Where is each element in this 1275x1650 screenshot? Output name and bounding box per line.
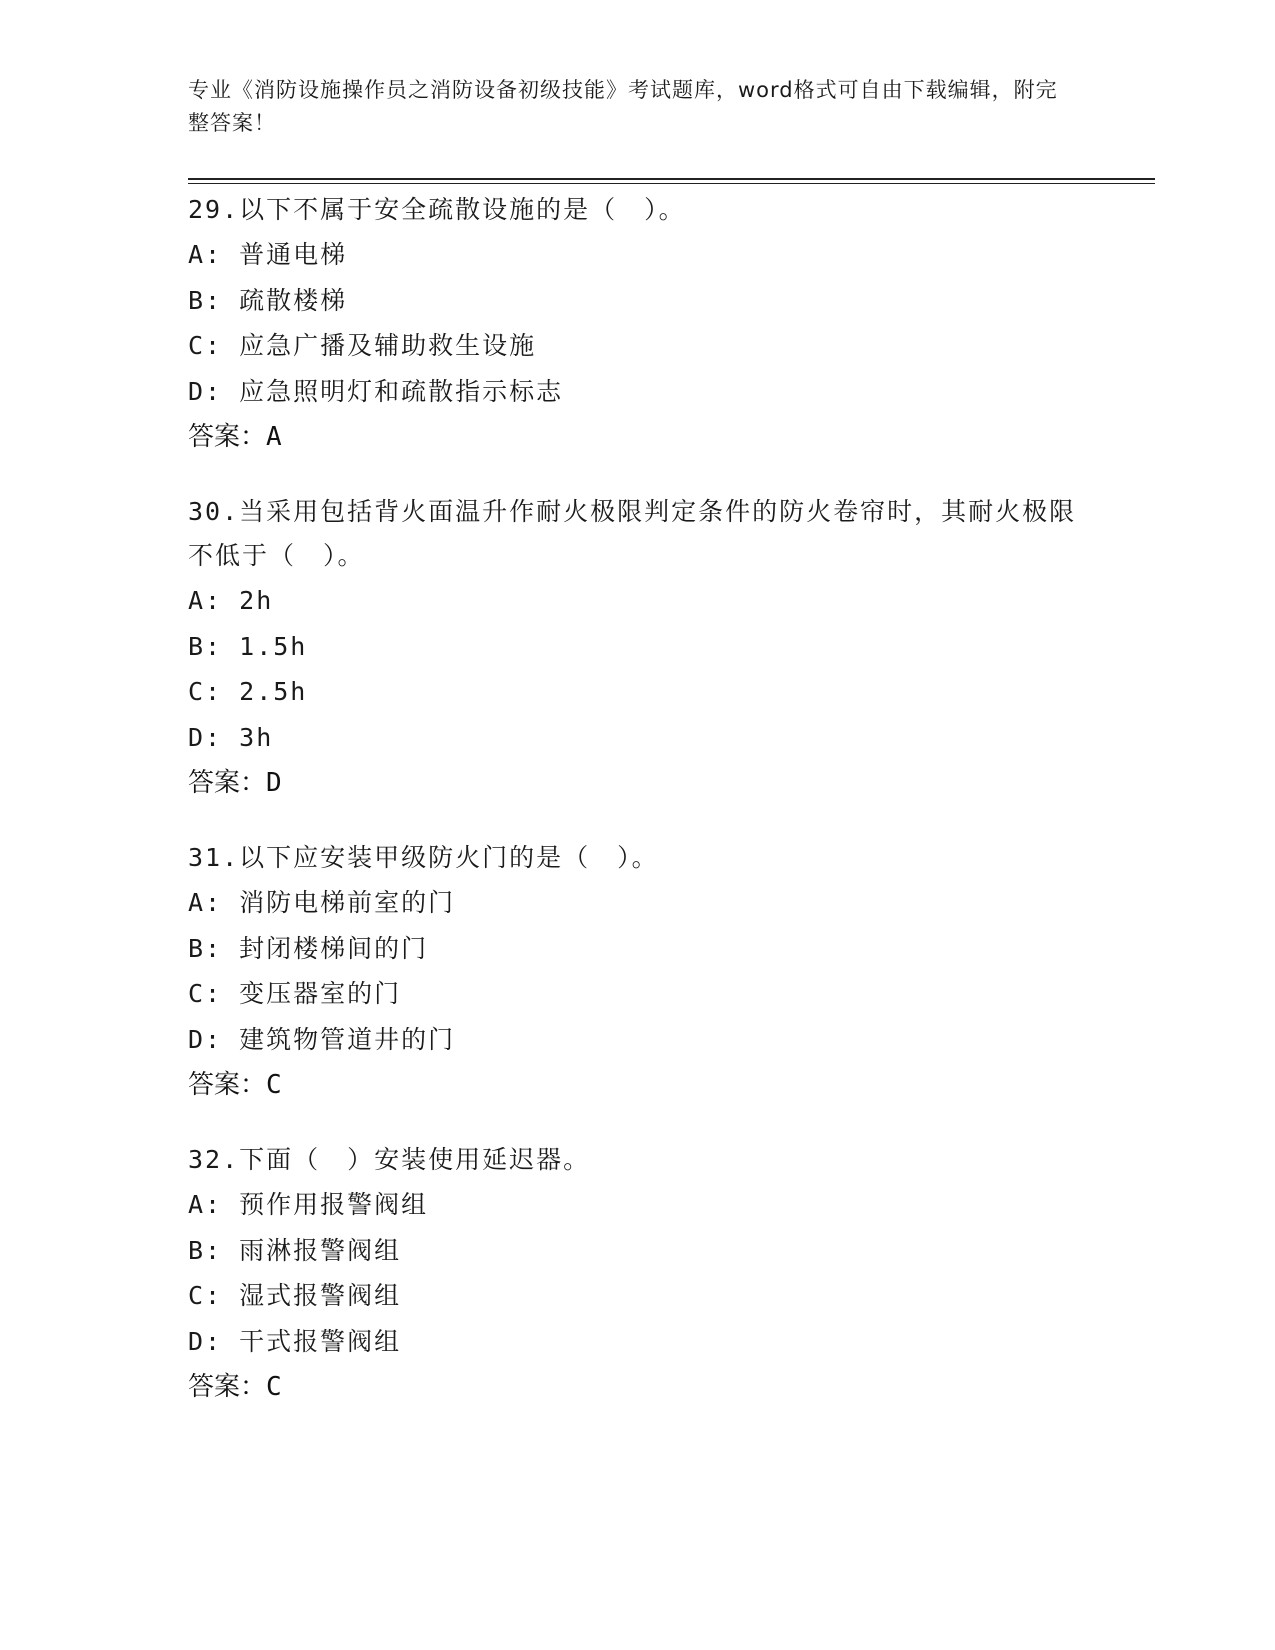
option-c: C: 应急广播及辅助救生设施 <box>188 331 537 360</box>
option-a: A: 预作用报警阀组 <box>188 1190 429 1219</box>
answer-label: 答案： <box>188 768 267 798</box>
question-29 <box>188 188 1088 460</box>
answer-label: 答案： <box>188 1070 267 1100</box>
answer-line <box>188 760 1088 806</box>
question-text: 31.以下应安装甲级防火门的是（ ）。 <box>188 843 659 872</box>
question-32 <box>188 1138 1088 1410</box>
question-text: 30.当采用包括背火面温升作耐火极限判定条件的防火卷帘时，其耐火极限不低于（ ）。 <box>188 497 1077 570</box>
option-a: A: 普通电梯 <box>188 240 348 269</box>
option-b: B: 封闭楼梯间的门 <box>188 933 429 963</box>
option-a: A: 2h <box>188 586 274 615</box>
answer-label: 答案： <box>188 1372 267 1402</box>
answer-line <box>188 414 1088 460</box>
answer-line <box>188 1364 1088 1410</box>
question-list <box>188 188 1088 1440</box>
option-b: B: 1.5h <box>188 631 308 661</box>
header-divider-thin <box>188 183 1155 184</box>
answer-label: 答案： <box>188 422 267 452</box>
answer-value: A <box>266 422 282 452</box>
option-d: D: 建筑物管道井的门 <box>188 1024 456 1054</box>
question-30 <box>188 490 1088 806</box>
option-c: C: 变压器室的门 <box>188 979 402 1008</box>
option-c: C: 2.5h <box>188 677 308 706</box>
option-d: D: 3h <box>188 722 274 752</box>
question-text: 32.下面（ ）安装使用延迟器。 <box>188 1145 591 1174</box>
option-a: A: 消防电梯前室的门 <box>188 888 456 917</box>
option-d: D: 应急照明灯和疏散指示标志 <box>188 376 564 406</box>
option-b: B: 雨淋报警阀组 <box>188 1235 402 1265</box>
question-31 <box>188 836 1088 1108</box>
option-d: D: 干式报警阀组 <box>188 1326 402 1356</box>
answer-line <box>188 1062 1088 1108</box>
answer-value: D <box>266 768 282 798</box>
document-intro: 专业《消防设施操作员之消防设备初级技能》考试题库，word格式可自由下载编辑，附完整答案！ <box>188 78 1058 135</box>
question-text: 29.以下不属于安全疏散设施的是（ ）。 <box>188 195 686 224</box>
answer-value: C <box>266 1070 282 1100</box>
header-divider-thick <box>188 178 1155 180</box>
option-b: B: 疏散楼梯 <box>188 285 348 315</box>
option-c: C: 湿式报警阀组 <box>188 1281 402 1310</box>
answer-value: C <box>266 1372 282 1402</box>
